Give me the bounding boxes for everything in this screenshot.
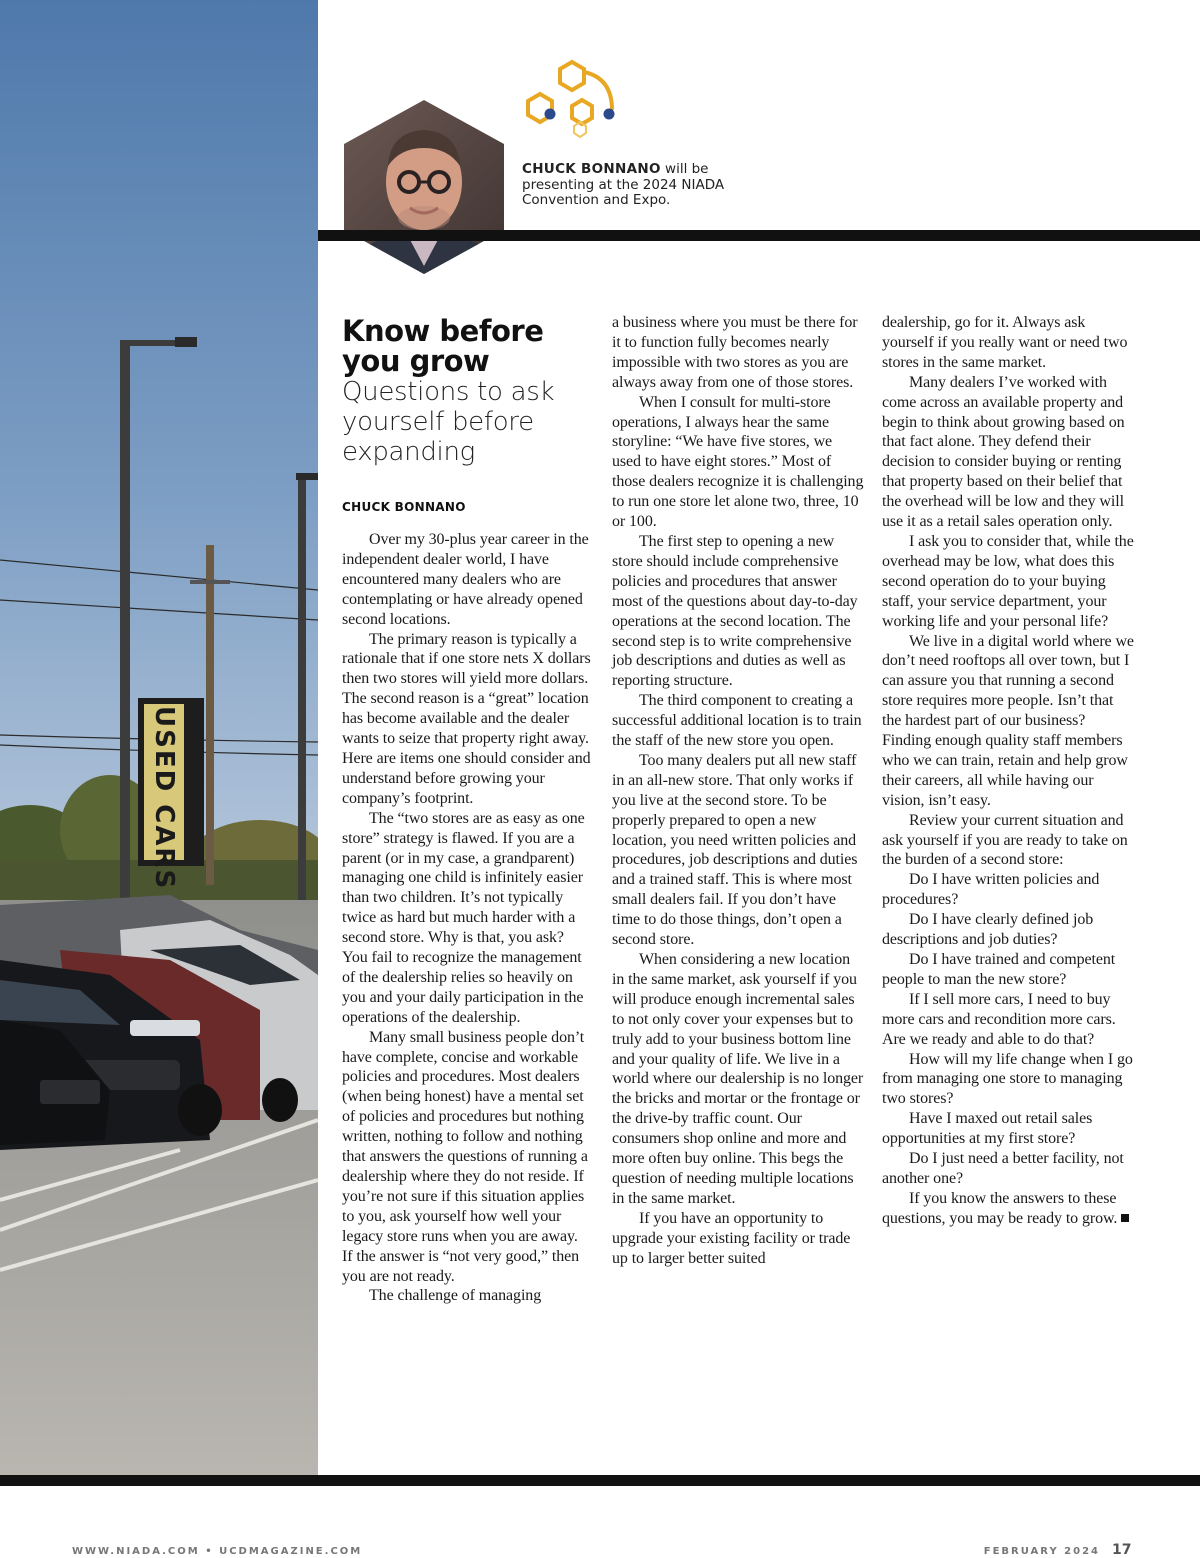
top-divider xyxy=(318,230,1200,241)
bottom-divider xyxy=(0,1475,1200,1486)
closing-paragraph xyxy=(882,1189,1134,1229)
question: Do I just need a better facility, not another one? xyxy=(882,1150,1124,1187)
paragraph: dealership, go for it. Always ask yourself if you really want or need two stores in the same market. xyxy=(882,314,1128,371)
paragraph: Review your current situation and ask yourself if you are ready to take on the burden of a second store: xyxy=(882,811,1128,869)
page-number: 17 xyxy=(1112,1542,1132,1558)
question: How will my life change when I go from managing one store to managing two stores? xyxy=(882,1050,1133,1108)
used-cars-sign: USED CARS xyxy=(149,706,179,891)
paragraph: The third component to creating a successful additional location is to train the staff of the new store you open. xyxy=(612,692,862,750)
question: If I sell more cars, I need to buy more cars and recondition more cars. Are we ready and able to do that? xyxy=(882,990,1116,1048)
question: Do I have trained and competent people to man the new store? xyxy=(882,951,1116,988)
paragraph: When I consult for multi-store operations, I always hear the same storyline: “We have five stores, we used to have eight stores.” Most of those dealers recognize it is challenging to run one store let alone two, three, 10 or 100. xyxy=(612,393,864,531)
question: Do I have clearly defined job descriptions and job duties? xyxy=(882,911,1094,949)
question: Have I maxed out retail sales opportunities at my first store? xyxy=(882,1110,1093,1148)
niada-hexagon-logo-icon xyxy=(520,58,624,142)
parking-lot-photo xyxy=(0,0,318,1475)
article-byline: CHUCK BONNANO xyxy=(342,500,466,514)
paragraph: When considering a new location in the same market, ask yourself if you will produce enough incremental sales to not only cover your expenses but to truly add to your business bottom line and your quality of life. We live in a world where our dealership is no longer the bricks and mortar or the frontage or the drive-by traffic count. Our consumers shop online and more and more often buy online. This begs the question of needing multiple locations in the same market. xyxy=(612,951,864,1207)
article-title: Know before you grow xyxy=(342,314,544,378)
closing-text: If you know the answers to these questions, you may be ready to grow. xyxy=(882,1189,1118,1227)
paragraph: Many dealers I’ve worked with come across an available property and begin to think about growing based on that fact alone. They defend their decision to consider buying or renting that property based on their belief that the overhead will be low and they will use it as a retail sales operation only. xyxy=(882,373,1125,531)
article-column-3 xyxy=(882,313,1134,1229)
paragraph: The challenge of managing xyxy=(369,1287,542,1305)
presenter-note xyxy=(522,162,762,209)
footer-website: WWW.NIADA.COM • UCDMAGAZINE.COM xyxy=(72,1546,363,1557)
paragraph: The primary reason is typically a rationale that if one store nets X dollars then two stores will yield more dollars. The second reason is a “great” location has become available and the dealer wants to seize that property right away. Here are items one should consider and understand before growing your company’s footprint. xyxy=(342,630,591,807)
paragraph: The “two stores are as easy as one store” strategy is flawed. If you are a parent (or in my case, a grandparent) managing one child is infinitely easier than two children. It’s not typically twice as hard but much harder with a second store. Why is that, you ask? You fail to recognize the management of the dealership relies so heavily on you and your daily participation in the operations of the dealership. xyxy=(342,809,585,1026)
paragraph: The first step to opening a new store should include comprehensive policies and procedures that answer most of the questions about day-to-day operations at the second location. The second step is to write comprehensive job descriptions and duties as well as reporting structure. xyxy=(612,532,858,690)
presenter-text: will be presenting at the 2024 NIADA Convention and Expo. xyxy=(522,161,725,208)
paragraph: If you have an opportunity to upgrade your existing facility or trade up to larger better suited xyxy=(612,1209,851,1267)
paragraph: Too many dealers put all new staff in an all-new store. That only works if you live at the second store. To be properly prepared to open a new location, you need written policies and procedures, job descriptions and duties and a trained staff. This is where most small dealers fail. If you don’t have time to do those things, don’t open a second store. xyxy=(612,751,858,949)
presenter-name: CHUCK BONNANO xyxy=(522,161,661,177)
footer-date: FEBRUARY 2024 xyxy=(983,1546,1100,1557)
article-column-1 xyxy=(342,530,592,1306)
paragraph: a business where you must be there for it to function fully becomes nearly impossible with two stores as you are always away from one of those stores. xyxy=(612,314,858,391)
article-column-2 xyxy=(612,313,864,1269)
author-headshot xyxy=(336,96,512,276)
paragraph: Over my 30-plus year career in the independent dealer world, I have encountered many dealers who are contemplating or have already opened second locations. xyxy=(342,531,589,628)
paragraph: Many small business people don’t have complete, concise and workable policies and procedures. Most dealers (when being honest) have a mental set of policies and procedures but nothing written, nothing to follow and nothing that answers the questions of running a dealership where they do not reside. If you’re not sure if this situation applies to you, ask yourself how well your legacy store runs when you are away. If the answer is “not very good,” then you are not ready. xyxy=(342,1028,588,1285)
question: Do I have written policies and procedures? xyxy=(882,871,1100,909)
paragraph: I ask you to consider that, while the overhead may be low, what does this second operation do to your buying staff, your service department, your working life and your personal life? xyxy=(882,532,1134,630)
article-subtitle: Questions to ask yourself before expanding xyxy=(342,377,555,467)
paragraph: We live in a digital world where we don’t need rooftops all over town, but I can assure you that running a second store requires more people. Isn’t that the hardest part of our business? Finding enough quality staff members who we can train, retain and help grow their careers, all while having our vision, isn’t easy. xyxy=(882,632,1134,809)
end-mark-icon xyxy=(1121,1214,1129,1222)
